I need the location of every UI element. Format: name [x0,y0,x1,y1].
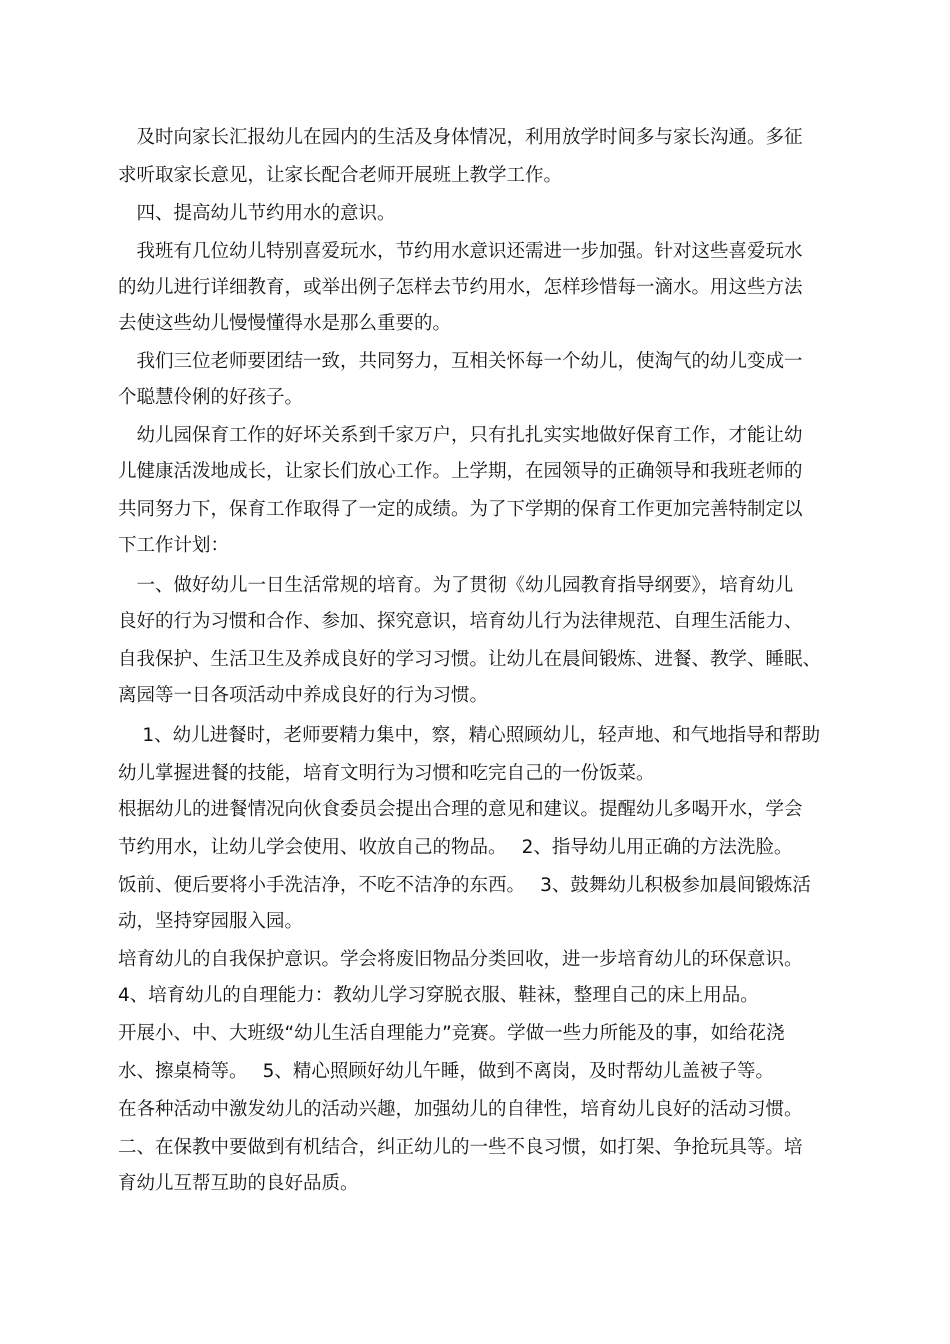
text-line: 在各种活动中激发幼儿的活动兴趣，加强幼儿的自律性，培育幼儿良好的活动习惯。 [118,1099,803,1120]
text-line: 一、做好幼儿一日生活常规的培育。为了贯彻《幼儿园教育指导纲要》，培育幼儿 [118,575,794,596]
text-line: 育幼儿互帮互助的良好品质。 [118,1173,359,1194]
text-line: 1、幼儿进餐时，老师要精力集中，察，精心照顾幼儿，轻声地、和气地指导和帮助 [118,725,821,746]
text-line: 我们三位老师要团结一致，共同努力，互相关怀每一个幼儿，使淘气的幼儿变成一 [118,351,803,372]
text-line: 儿健康活泼地成长，让家长们放心工作。上学期，在园领导的正确领导和我班老师的 [118,461,803,482]
text-line: 幼儿掌握进餐的技能，培育文明行为习惯和吃完自己的一份饭菜。 [118,763,655,784]
text-line: 共同努力下，保育工作取得了一定的成绩。为了下学期的保育工作更加完善特制定以 [118,499,803,520]
text-line: 及时向家长汇报幼儿在园内的生活及身体情况，利用放学时间多与家长沟通。多征 [118,127,803,148]
text-line: 的幼儿进行详细教育，或举出例子怎样去节约用水，怎样珍惜每一滴水。用这些方法 [118,277,803,298]
text-line: 水、擦桌椅等。 5、精心照顾好幼儿午睡，做到不离岗，及时帮幼儿盖被子等。 [118,1061,774,1082]
text-line: 节约用水，让幼儿学会使用、收放自己的物品。 2、指导幼儿用正确的方法洗脸。 [118,837,793,858]
text-line: 下工作计划： [118,535,230,556]
text-line: 饭前、便后要将小手洗洁净，不吃不洁净的东西。 3、鼓舞幼儿积极参加晨间锻炼活 [118,875,811,896]
text-line: 4、培育幼儿的自理能力：教幼儿学习穿脱衣服、鞋袜，整理自己的床上用品。 [118,985,759,1006]
text-line: 良好的行为习惯和合作、参加、探究意识，培育幼儿行为法律规范、自理生活能力、 [118,611,803,632]
text-line: 四、提高幼儿节约用水的意识。 [118,203,396,224]
text-line: 动，坚持穿园服入园。 [118,911,304,932]
text-line: 我班有几位幼儿特别喜爱玩水，节约用水意识还需进一步加强。针对这些喜爱玩水 [118,241,803,262]
text-line: 离园等一日各项活动中养成良好的行为习惯。 [118,685,489,706]
text-line: 培育幼儿的自我保护意识。学会将废旧物品分类回收，进一步培育幼儿的环保意识。 [118,949,803,970]
text-line: 去使这些幼儿慢慢懂得水是那么重要的。 [118,313,452,334]
text-line: 根据幼儿的进餐情况向伙食委员会提出合理的意见和建议。提醒幼儿多喝开水，学会 [118,799,803,820]
text-line: 个聪慧伶俐的好孩子。 [118,387,304,408]
text-line: 幼儿园保育工作的好坏关系到千家万户，只有扎扎实实地做好保育工作，才能让幼 [118,425,803,446]
text-line: 开展小、中、大班级“幼儿生活自理能力”竞赛。学做一些力所能及的事，如给花浇 [118,1023,785,1044]
text-line: 求听取家长意见，让家长配合老师开展班上教学工作。 [118,165,563,186]
text-line: 自我保护、生活卫生及养成良好的学习习惯。让幼儿在晨间锻炼、进餐、教学、睡眠、 [118,649,822,670]
text-line: 二、在保教中要做到有机结合，纠正幼儿的一些不良习惯，如打架、争抢玩具等。培 [118,1137,803,1158]
